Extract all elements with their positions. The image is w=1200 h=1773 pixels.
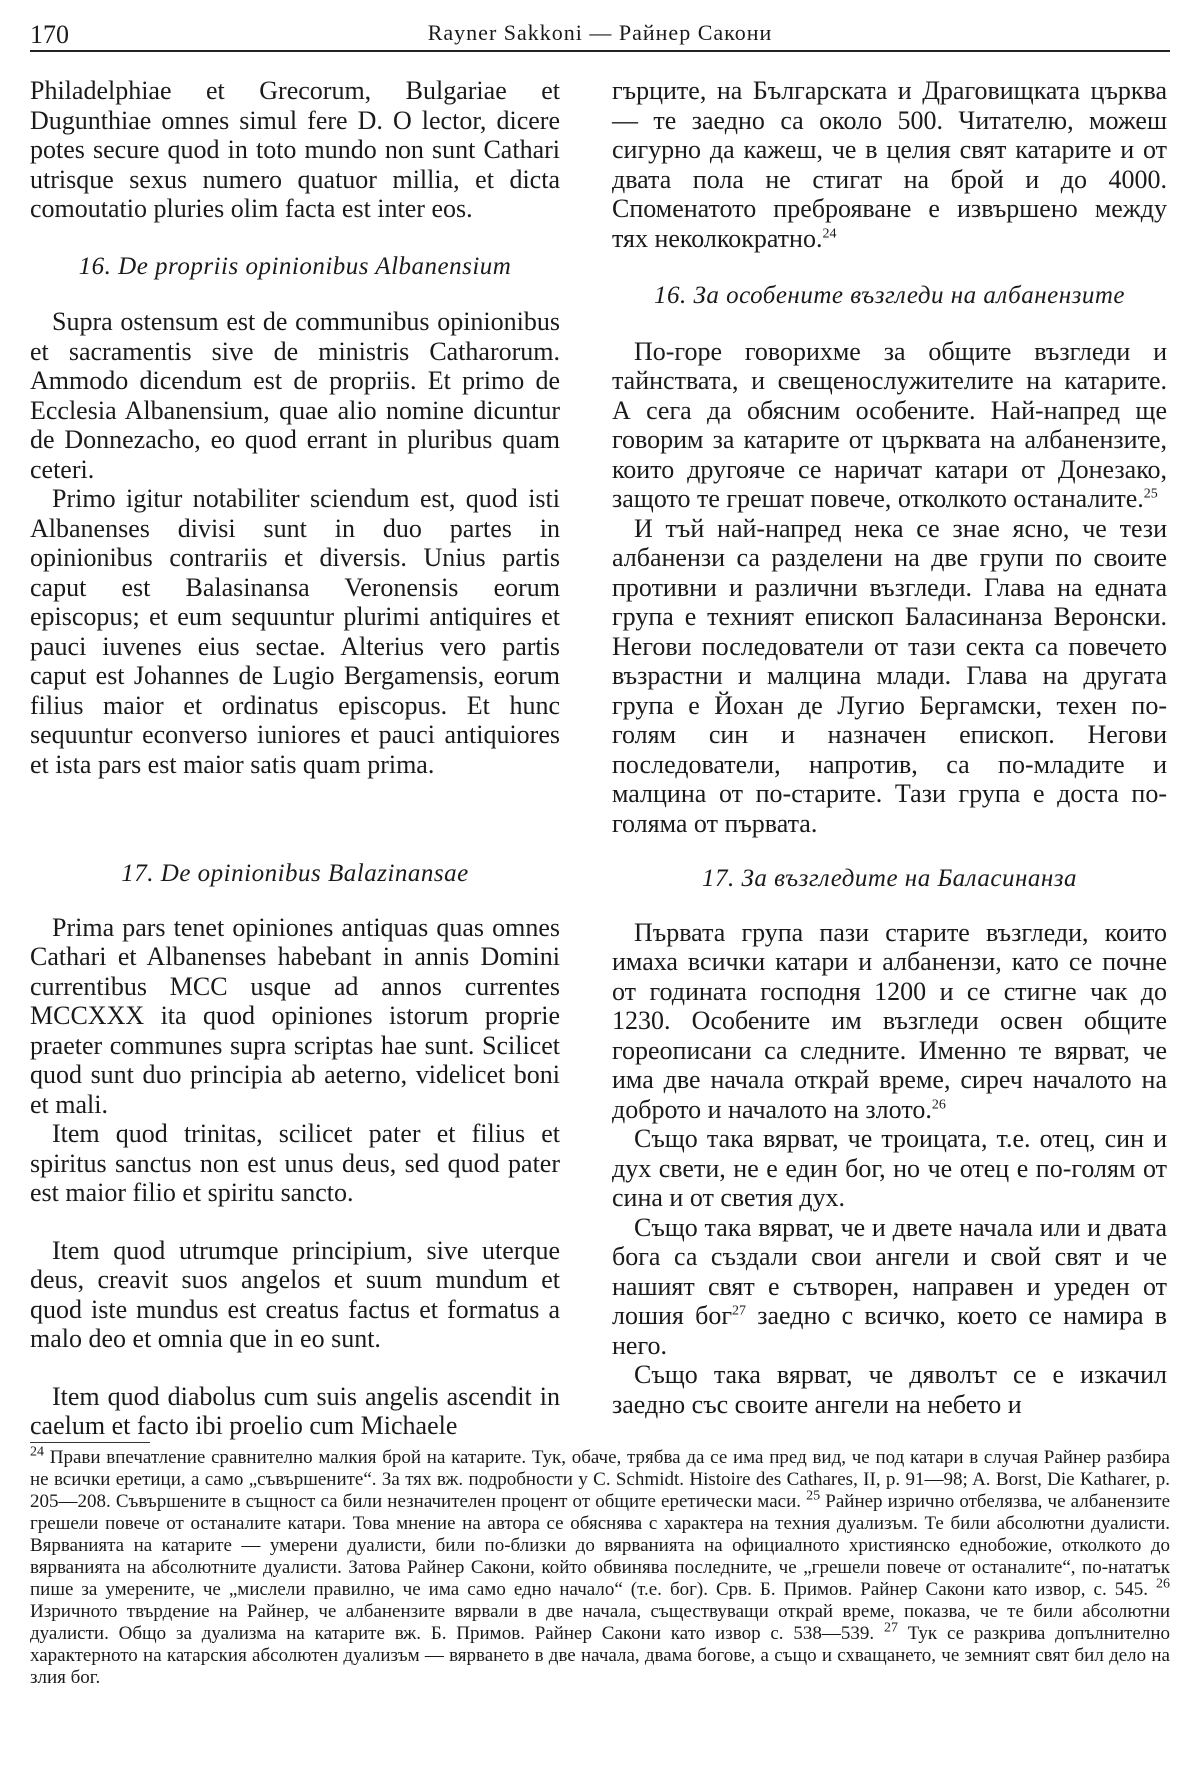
footnote-26: $^{26}$ Изричното твърдение на Райнер, че албанензите вярвали в две начала, съществуващи открай време, показва, че те били абсолютни дуалисти. Общо за дуализма на катарите вж. Б. Примов. Райнер Сакони като извор с. 538—539. <box>30 1576 1171 1644</box>
bulgarian-paragraph-17b: Също така вярват, че троицата, т.е. отец, син и дух свети, не е един бог, но че отец е по-голям от сина и от светия дух. <box>612 1124 1167 1212</box>
page-header <box>30 16 1170 52</box>
bulgarian-paragraph-17a: Първата група пази старите възгледи, които имаха всички катари и албанензи, като се почне от годината господня 1200 и се стигне чак до 1230. Особените им възгледи освен общите гореописани са следните. Именно те вярват, че има две начала открай време, сиреч началото на доброто и началото на злото.$^{26}$ <box>612 917 1167 1124</box>
footnotes <box>30 1444 1171 1689</box>
footnote-25: $^{25}$ Райнер изрично отбелязва, че албанензите грешели повече от останалите катари. Това мнение на автора се обяснява с характера на техния дуализъм. Те били абсолютни дуалисти. Вярванията на катарите — умерени дуалисти, били по-близки до вярванията на официалното християнско еднобожие, отколкото до вярванията на абсолютните дуалисти. Затова Райнер Сакони, който обвинява последните, че „грешели повече от останалите“, по-нататък пише за умерените, че „мислели правилно, че има само едно начало“ (т.е. бог). Срв. Б. Примов. Райнер Сакони като извор, с. 545. <box>30 1488 1171 1600</box>
footnote-ref-25: 25 <box>1143 486 1158 502</box>
page-number: 170 <box>30 20 69 49</box>
bulgarian-paragraph-16a: По-горе говорихме за общите възгледи и тайнствата, и свещенослужителите на катарите. А сега да обясним особените. Най-напред ще говорим за катарите от църквата на албанензите, които другояче се наричат катари от Донезако, защото те грешат повече, отколкото останалите.$^{25}$ <box>612 336 1167 513</box>
bulgarian-heading-16: 16. За особените възгледи на албанензите <box>653 282 1126 309</box>
latin-heading-16: 16. De propriis opinionibus Albanensium <box>78 252 512 280</box>
latin-column <box>30 76 560 1441</box>
bulgarian-paragraph-16b: И тъй най-напред нека се знае ясно, че тези албанензи са разделени на две групи по своите противни и различни възгледи. Глава на едната група е техният епископ Баласинанза Веронски. Негови последователи от тази секта са повечето възрастни и малцина млади. Глава на другата група е Йохан де Лугио Бергамски, техен по-голям син и назначен епископ. Негови последователи, напротив, са по-младите и малцина от по-старите. Тази група е доста по-голяма от първата. <box>612 513 1167 838</box>
bulgarian-paragraph-17c: Също така вярват, че и двете начала или и двата бога са създали свои ангели и свой свят и че нашият свят е сътворен, направен и уреден от лошия бог$^{27}$ заедно с всичко, което се намира в него. <box>612 1212 1167 1360</box>
latin-paragraph-17c: Item quod utrumque principium, sive uterque deus, creavit suos angelos et suum mundum et quod iste mundus est creatus factus et formatus a malo deo et omnia que in eo sunt. <box>30 1235 560 1353</box>
latin-paragraph-17b: Item quod trinitas, scilicet pater et filius et spiritus sanctus non est unus deus, sed quod pater est maior filio et spiritu sancto. <box>30 1119 560 1207</box>
bulgarian-paragraph-17d: Също така вярват, че дяволът се е изкачил заедно със своите ангели на небето и <box>612 1360 1167 1419</box>
latin-paragraph-16a: Supra ostensum est de communibus opinionibus et sacramentis sive de ministris Catharorum. Ammodo dicendum est de propriis. Et primo de Ecclesia Albanensium, quae alio nomine dicuntur de Donnezacho, eo quod errant in pluribus quam ceteri. <box>30 307 560 484</box>
bulgarian-heading-17: 17. За възгледите на Баласинанза <box>701 865 1078 892</box>
latin-intro: Philadelphiae et Grecorum, Bulgariae et Dugunthiae omnes simul fere D. O lector, dicere potes secure quod in toto mundo non sunt Cathari utrisque sexus numero quatuor millia, et dicta comoutatio pluries olim facta est inter eos. <box>30 76 560 223</box>
latin-paragraph-17a: Prima pars tenet opiniones antiquas quas omnes Cathari et Albanenses habebant in annis Domini currentibus MCC usque ad annos currentes MCCXXX ita quod opiniones istorum proprie praeter communes supra scriptas hae sunt. Scilicet quod sunt duo principia ab aeterno, videlicet boni et mali. <box>30 912 560 1119</box>
footnote-24: $^{24}$ Прави впечатление сравнително малкия брой на катарите. Тук, обаче, трябва да се има пред вид, че под катари в случая Райнер разбира не всички еретици, а само „съвършените“. За тях вж. подробности у С. Schmidt. Histoire des Cathares, II, p. 91—98; A. Borst, Die Katharer, p. 205—208. Съвършените в същност са били незначителен процент от общите еретически маси. <box>30 1444 1170 1512</box>
bulgarian-column <box>612 76 1167 1419</box>
latin-heading-17: 17. De opinionibus Balazinansae <box>121 860 469 887</box>
footnote-ref-26: 26 <box>931 1096 946 1112</box>
bulgarian-intro: гърците, на Българската и Драговищката църква — те заедно са около 500. Читателю, можеш сигурно да кажеш, че в целия свят катарите и от двата пола не стигат на брой и до 4000. Споменатото преброяване е извършено между тях неколкократно.$^{24}$ <box>612 76 1167 253</box>
latin-paragraph-17d: Item quod diabolus cum suis angelis ascendit in caelum et facto ibi proelio cum Michaele <box>30 1381 560 1440</box>
latin-paragraph-16b: Primo igitur notabiliter sciendum est, quod isti Albanenses divisi sunt in duo partes in opinionibus contrariis et diversis. Unius partis caput est Balasinansa Veronensis eorum episcopus; et eum sequuntur plurimi antiquires et pauci iuvenes eius sectae. Alterius vero partis caput est Johannes de Lugio Bergamensis, eorum filius maior et ordinatus episcopus. Et hunc sequuntur econverso iuniores et pauci antiquiores et ista pars est maior satis quam prima. <box>30 484 560 779</box>
footnote-27: $^{27}$ Тук се разкрива допълнително характерното на катарския абсолютен дуализъм — вярването в две начала, двама богове, а също и схващането, че земният свят бил дело на злия бог. <box>30 1620 1171 1688</box>
running-head: Rayner Sakkoni — Райнер Сакони <box>427 20 773 45</box>
footnote-ref-24: 24 <box>822 225 837 241</box>
footnote-ref-27: 27 <box>732 1303 746 1319</box>
